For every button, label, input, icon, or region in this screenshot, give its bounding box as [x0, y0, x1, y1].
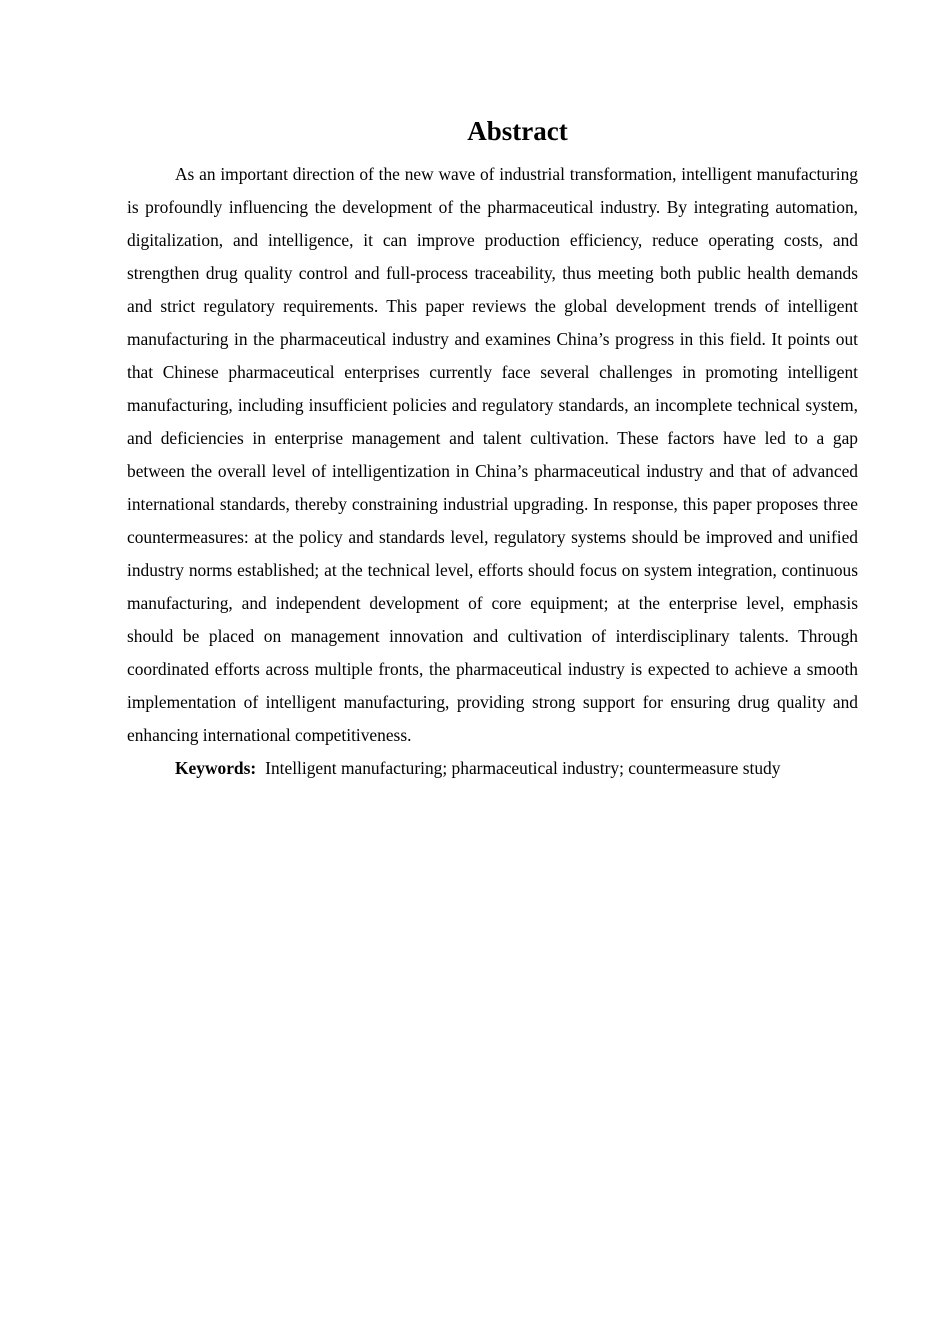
- abstract-section: [127, 112, 858, 785]
- keywords-label: Keywords:: [175, 758, 257, 778]
- keywords-line: [127, 752, 858, 785]
- keywords-text: Intelligent manufacturing; pharmaceutical industry; countermeasure study: [265, 758, 781, 778]
- abstract-body: As an important direction of the new wave of industrial transformation, intelligent manufacturing is profoundly influencing the development of the pharmaceutical industry. By integrating automation, digitalization, and intelligence, it can improve production efficiency, reduce operating costs, and strengthen drug quality control and full-process traceability, thus meeting both public health demands and strict regulatory requirements. This paper reviews the global development trends of intelligent manufacturing in the pharmaceutical industry and examines China’s progress in this field. It points out that Chinese pharmaceutical enterprises currently face several challenges in promoting intelligent manufacturing, including insufficient policies and regulatory standards, an incomplete technical system, and deficiencies in enterprise management and talent cultivation. These factors have led to a gap between the overall level of intelligentization in China’s pharmaceutical industry and that of advanced international standards, thereby constraining industrial upgrading. In response, this paper proposes three countermeasures: at the policy and standards level, regulatory systems should be improved and unified industry norms established; at the technical level, efforts should focus on system integration, continuous manufacturing, and independent development of core equipment; at the enterprise level, emphasis should be placed on management innovation and cultivation of interdisciplinary talents. Through coordinated efforts across multiple fronts, the pharmaceutical industry is expected to achieve a smooth implementation of intelligent manufacturing, providing strong support for ensuring drug quality and enhancing international competitiveness.: [127, 164, 858, 745]
- abstract-title: Abstract: [467, 116, 568, 146]
